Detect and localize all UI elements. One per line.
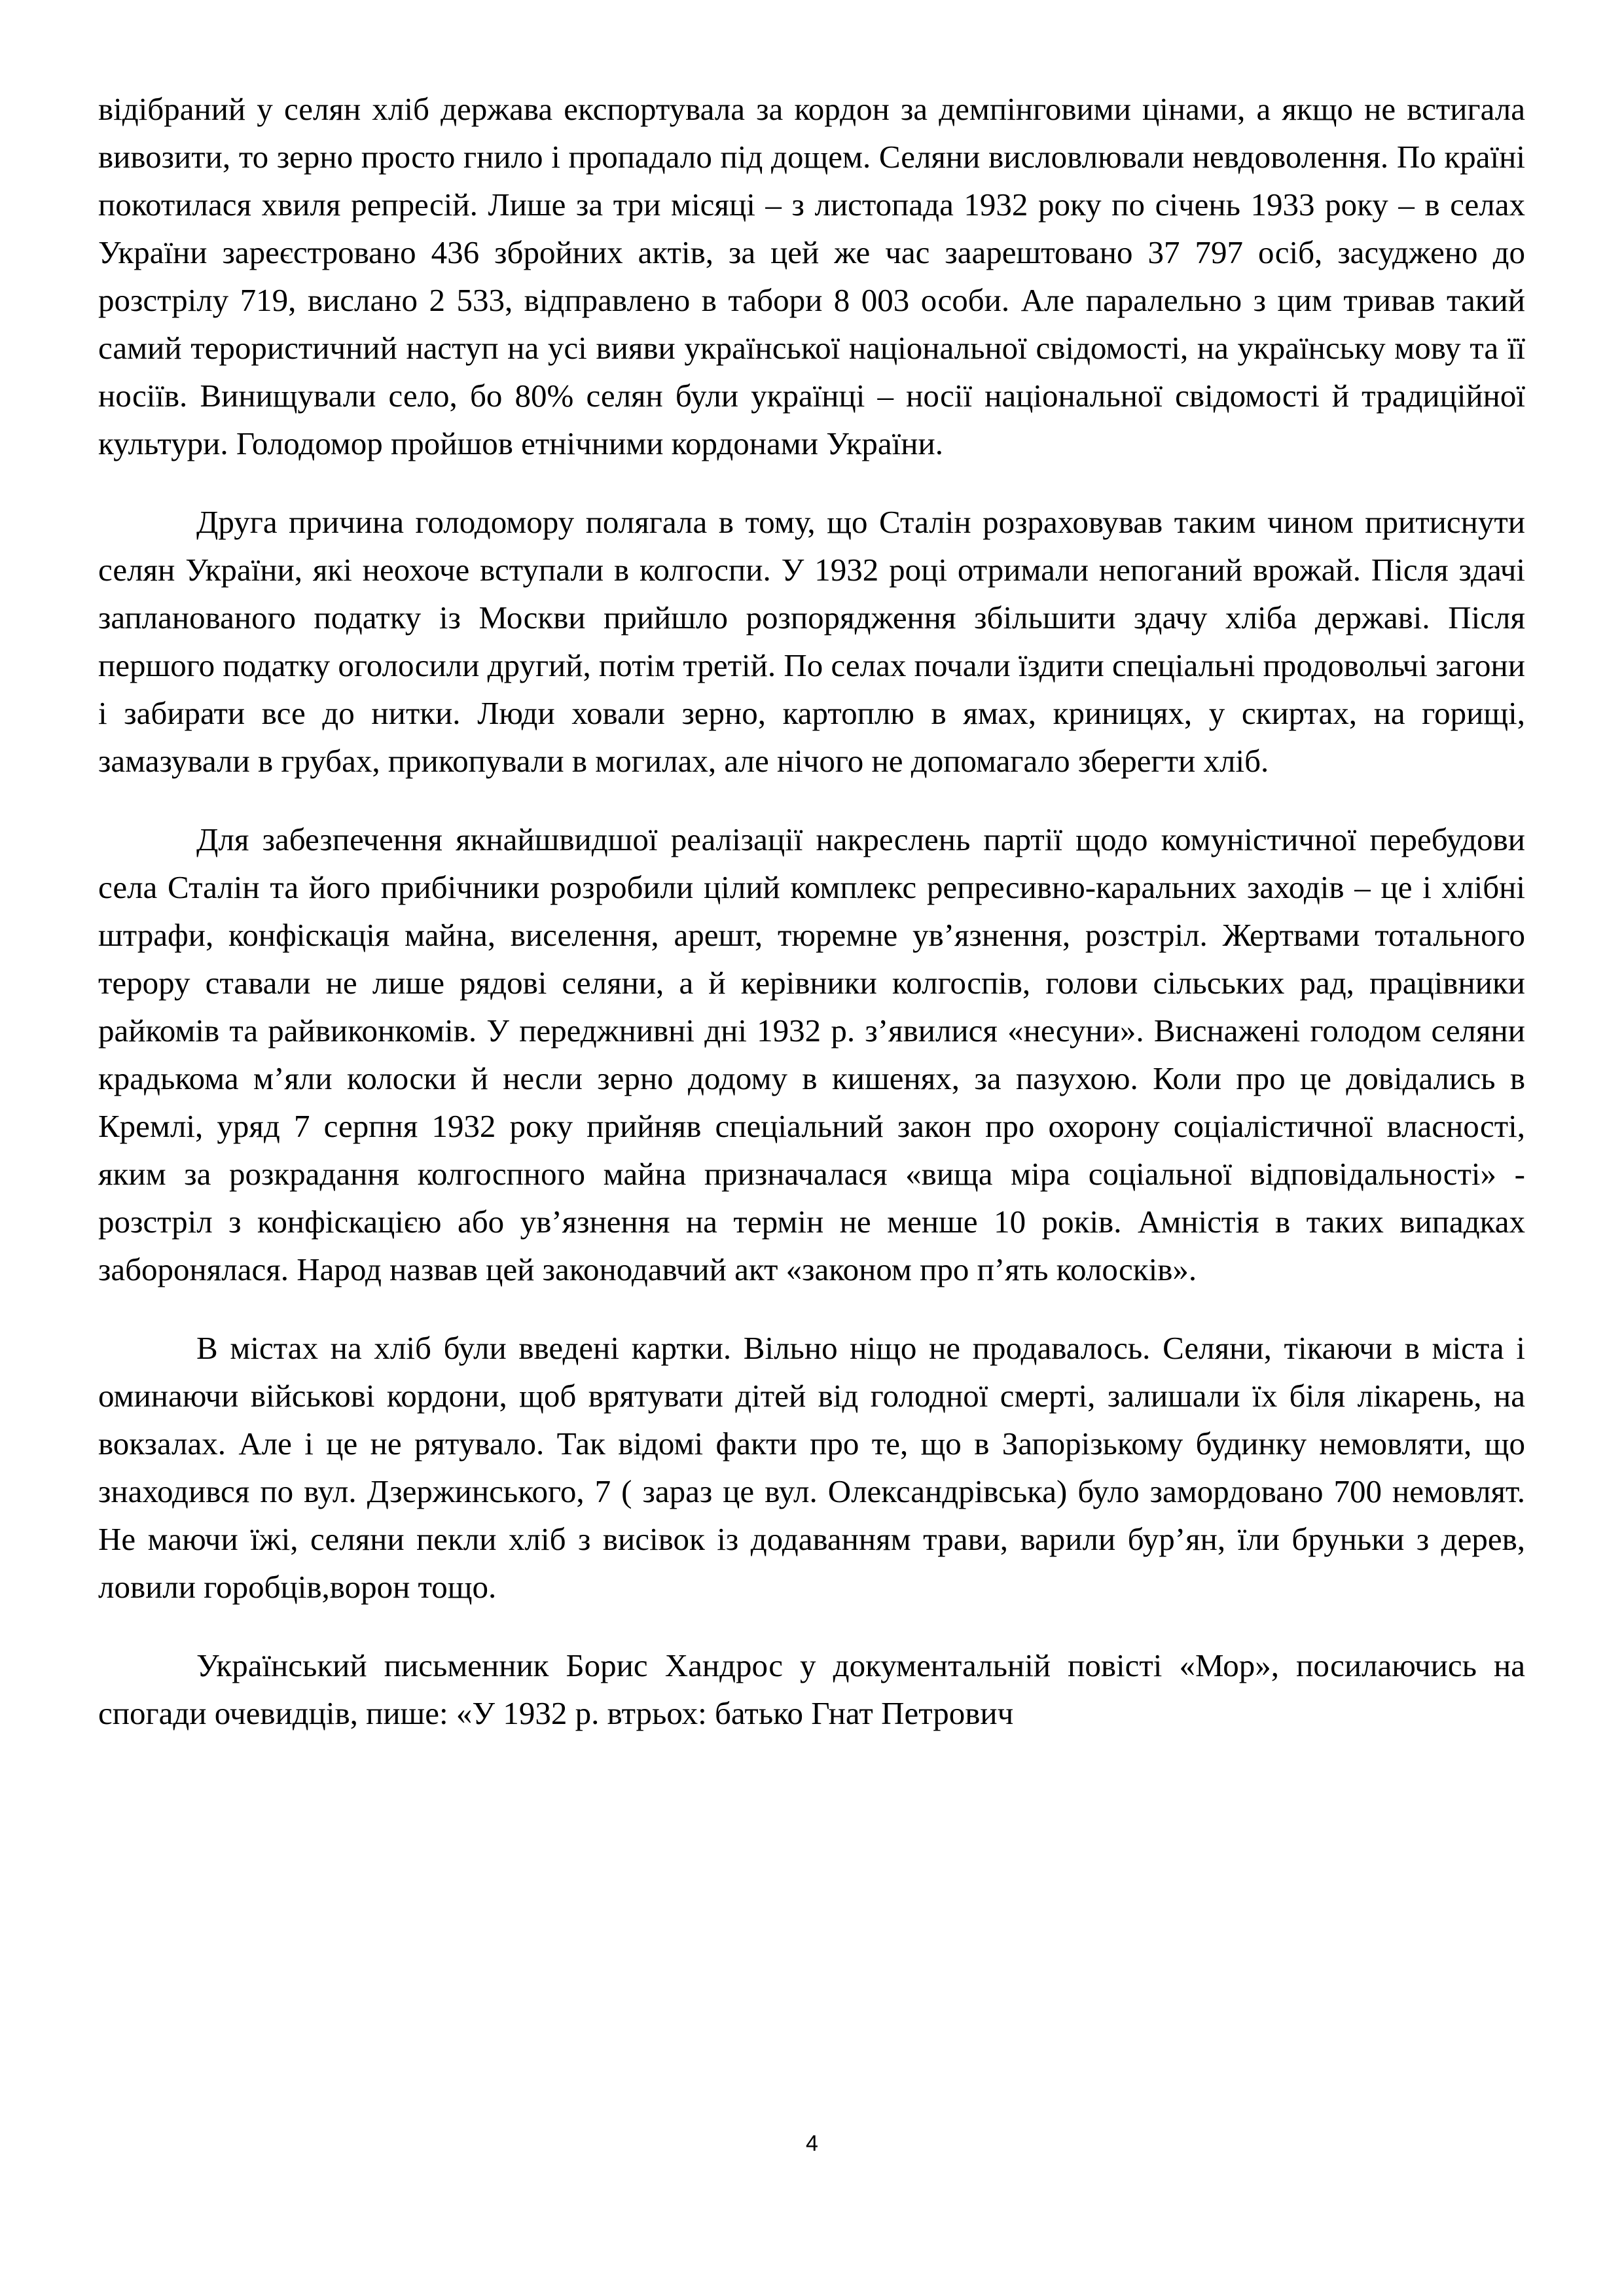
paragraph-1: відібраний у селян хліб держава експортувала за кордон за демпінговими цінами, а якщо не встигала вивозити, то зерно просто гнило і пропадало під дощем. Селяни висловлювали невдоволення. По країні покотилася хвиля репресій. Лише за три місяці – з листопада 1932 року по січень 1933 року – в селах України зареєстровано 436 збройних актів, за цей же час заарештовано 37 797 осіб, засуджено до розстрілу 719, вислано 2 533, відправлено в табори 8 003 особи. Але паралельно з цим тривав такий самий терористичний наступ на усі вияви української національної свідомості, на українську мову та її носіїв. Винищували село, бо 80% селян були українці – носії національної свідомості й традиційної культури. Голодомор пройшов етнічними кордонами України. <box>98 91 1525 461</box>
paragraph-4: В містах на хліб були введені картки. Вільно ніщо не продавалось. Селяни, тікаючи в міста і оминаючи військові кордони, щоб врятувати дітей від голодної смерті, залишали їх біля лікарень, на вокзалах. Але і це не рятувало. Так відомі факти про те, що в Запорізькому будинку немовляти, що знаходився по вул. Дзержинського, 7 ( зараз це вул. Олександрівська) було замордовано 700 немовлят. Не маючи їжі, селяни пекли хліб з висівок із додаванням трави, варили бур’ян, їли бруньки з дерев, ловили горобців,ворон тощо. <box>98 1330 1525 1605</box>
page-number: 4 <box>806 2131 818 2156</box>
paragraph-5: Український письменник Борис Хандрос у документальній повісті «Мор», посилаючись на спогади очевидців, пише: «У 1932 р. втрьох: батько Гнат Петрович <box>98 1647 1525 1731</box>
paragraph-3: Для забезпечення якнайшвидшої реалізації накреслень партії щодо комуністичної перебудови села Сталін та його прибічники розробили цілий комплекс репресивно-каральних заходів – це і хлібні штрафи, конфіскація майна, виселення, арешт, тюремне ув’язнення, розстріл. Жертвами тотального терору ставали не лише рядові селяни, а й керівники колгоспів, голови сільських рад, працівники райкомів та райвиконкомів. У переджнивні дні 1932 р. з’явилися «несуни». Виснажені голодом селяни крадькома м’яли колоски й несли зерно додому в кишенях, за пазухою. Коли про це довідались в Кремлі, уряд 7 серпня 1932 року прийняв спеціальний закон про охорону соціалістичної власності, яким за розкрадання колгоспного майна призначалася «вища міра соціальної відповідальності» - розстріл з конфіскацією або ув’язнення на термін не менше 10 років. Амністія в таких випадках заборонялася. Народ назвав цей законодавчий акт «законом про п’ять колосків». <box>98 821 1525 1287</box>
paragraph-2: Друга причина голодомору полягала в тому, що Сталін розраховував таким чином притиснути селян України, які неохоче вступали в колгоспи. У 1932 році отримали непоганий врожай. Після здачі запланованого податку із Москви прийшло розпорядження збільшити здачу хліба державі. Після першого податку оголосили другий, потім третій. По селах почали їздити спеціальні продовольчі загони і забирати все до нитки. Люди ховали зерно, картоплю в ямах, криницях, у скиртах, на горищі, замазували в грубах, прикопували в могилах, але нічого не допомагало зберегти хліб. <box>98 504 1525 779</box>
body-text <box>98 85 1525 1737</box>
